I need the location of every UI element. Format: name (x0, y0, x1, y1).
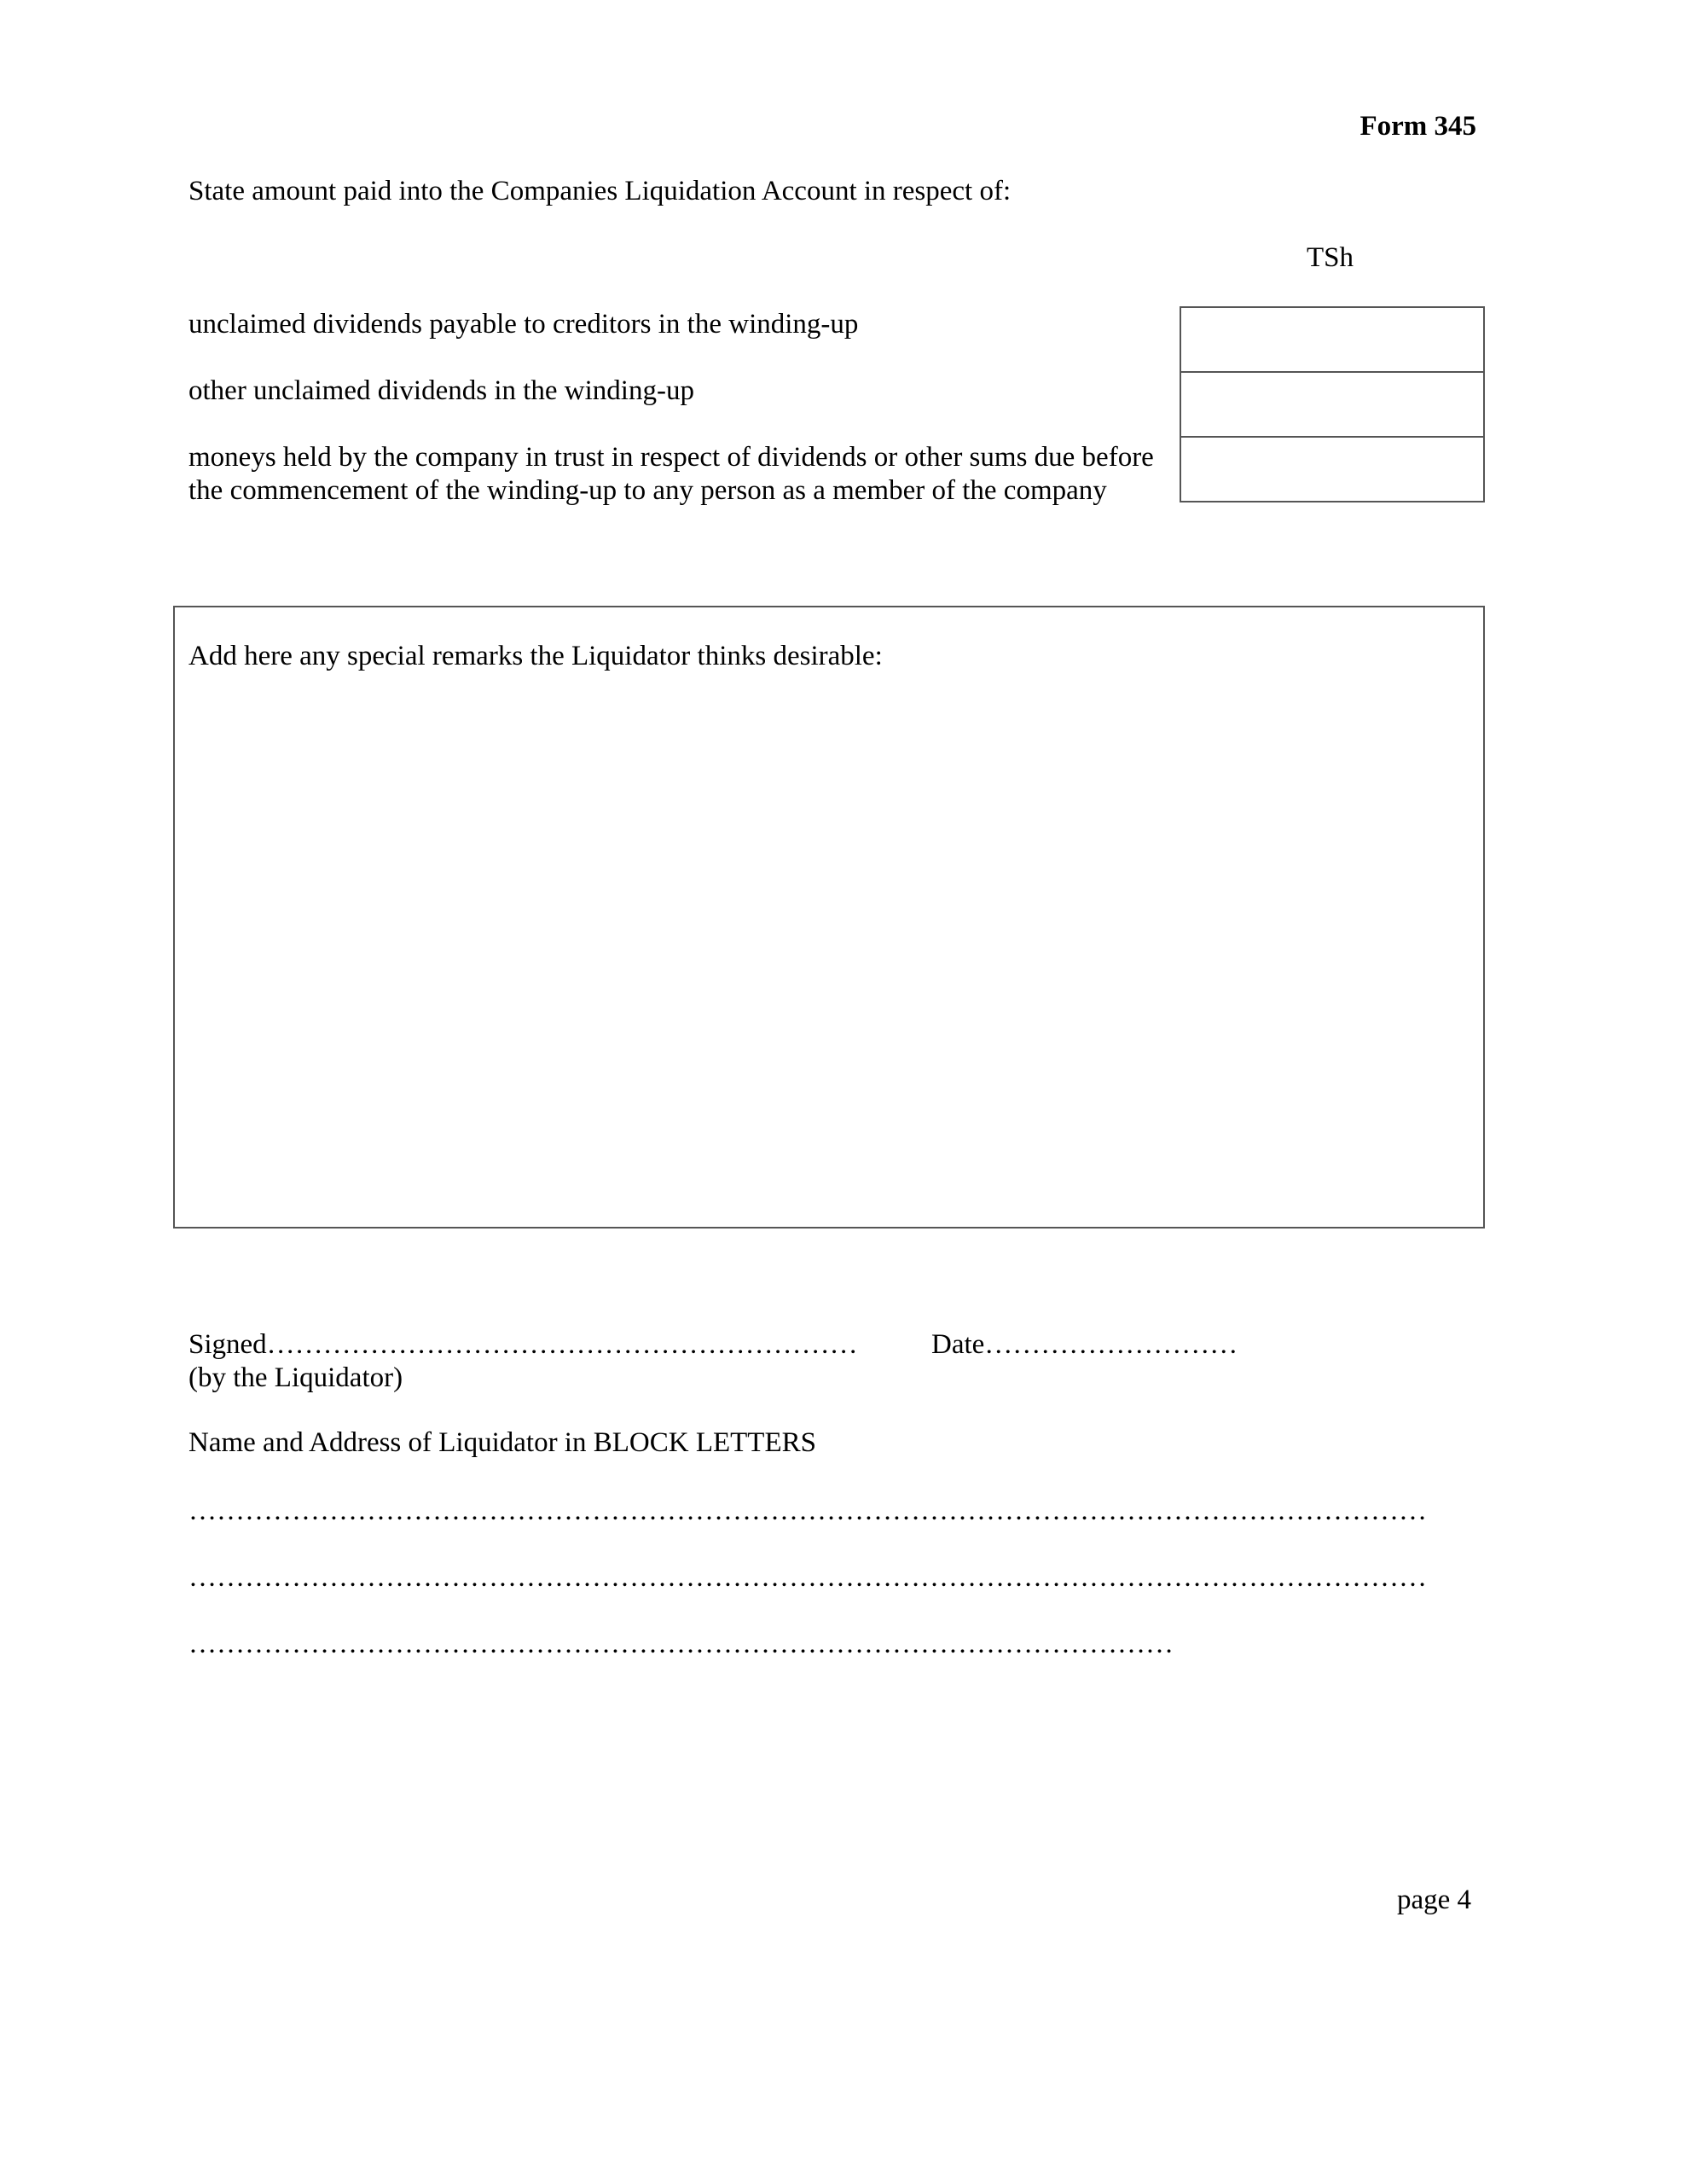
remarks-label: Add here any special remarks the Liquidator thinks desirable: (188, 641, 883, 671)
liquidator-address-line[interactable]: …………………………………………………………………………………………………………………… (188, 1496, 1427, 1526)
amount-field-other-unclaimed[interactable] (1180, 371, 1485, 438)
date-field[interactable]: Date……………………… (931, 1329, 1238, 1360)
page-number: page 4 (1396, 1885, 1471, 1915)
signed-field[interactable]: Signed……………………………………………………… (188, 1329, 858, 1360)
signature-role: (by the Liquidator) (188, 1362, 403, 1393)
liquidator-address-line[interactable]: …………………………………………………………………………………………… (188, 1629, 1174, 1659)
liquidator-address-label: Name and Address of Liquidator in BLOCK LETTERS (188, 1427, 816, 1458)
currency-label: TSh (1307, 242, 1354, 273)
intro-text: State amount paid into the Companies Liquidation Account in respect of: (188, 176, 1012, 206)
item-label-unclaimed-creditors: unclaimed dividends payable to creditors in the winding-up (188, 309, 859, 340)
item-label-moneys-in-trust: moneys held by the company in trust in respect of dividends or other sums due before the commencement of the winding-up to any person as a member of the company (188, 442, 1154, 506)
item-label-other-unclaimed: other unclaimed dividends in the winding-up (188, 375, 694, 406)
amount-field-moneys-in-trust[interactable] (1180, 436, 1485, 502)
liquidator-address-line[interactable]: …………………………………………………………………………………………………………………… (188, 1562, 1427, 1593)
amount-field-unclaimed-creditors[interactable] (1180, 306, 1485, 373)
form-number: Form 345 (1359, 111, 1476, 142)
remarks-box[interactable] (173, 606, 1485, 1228)
